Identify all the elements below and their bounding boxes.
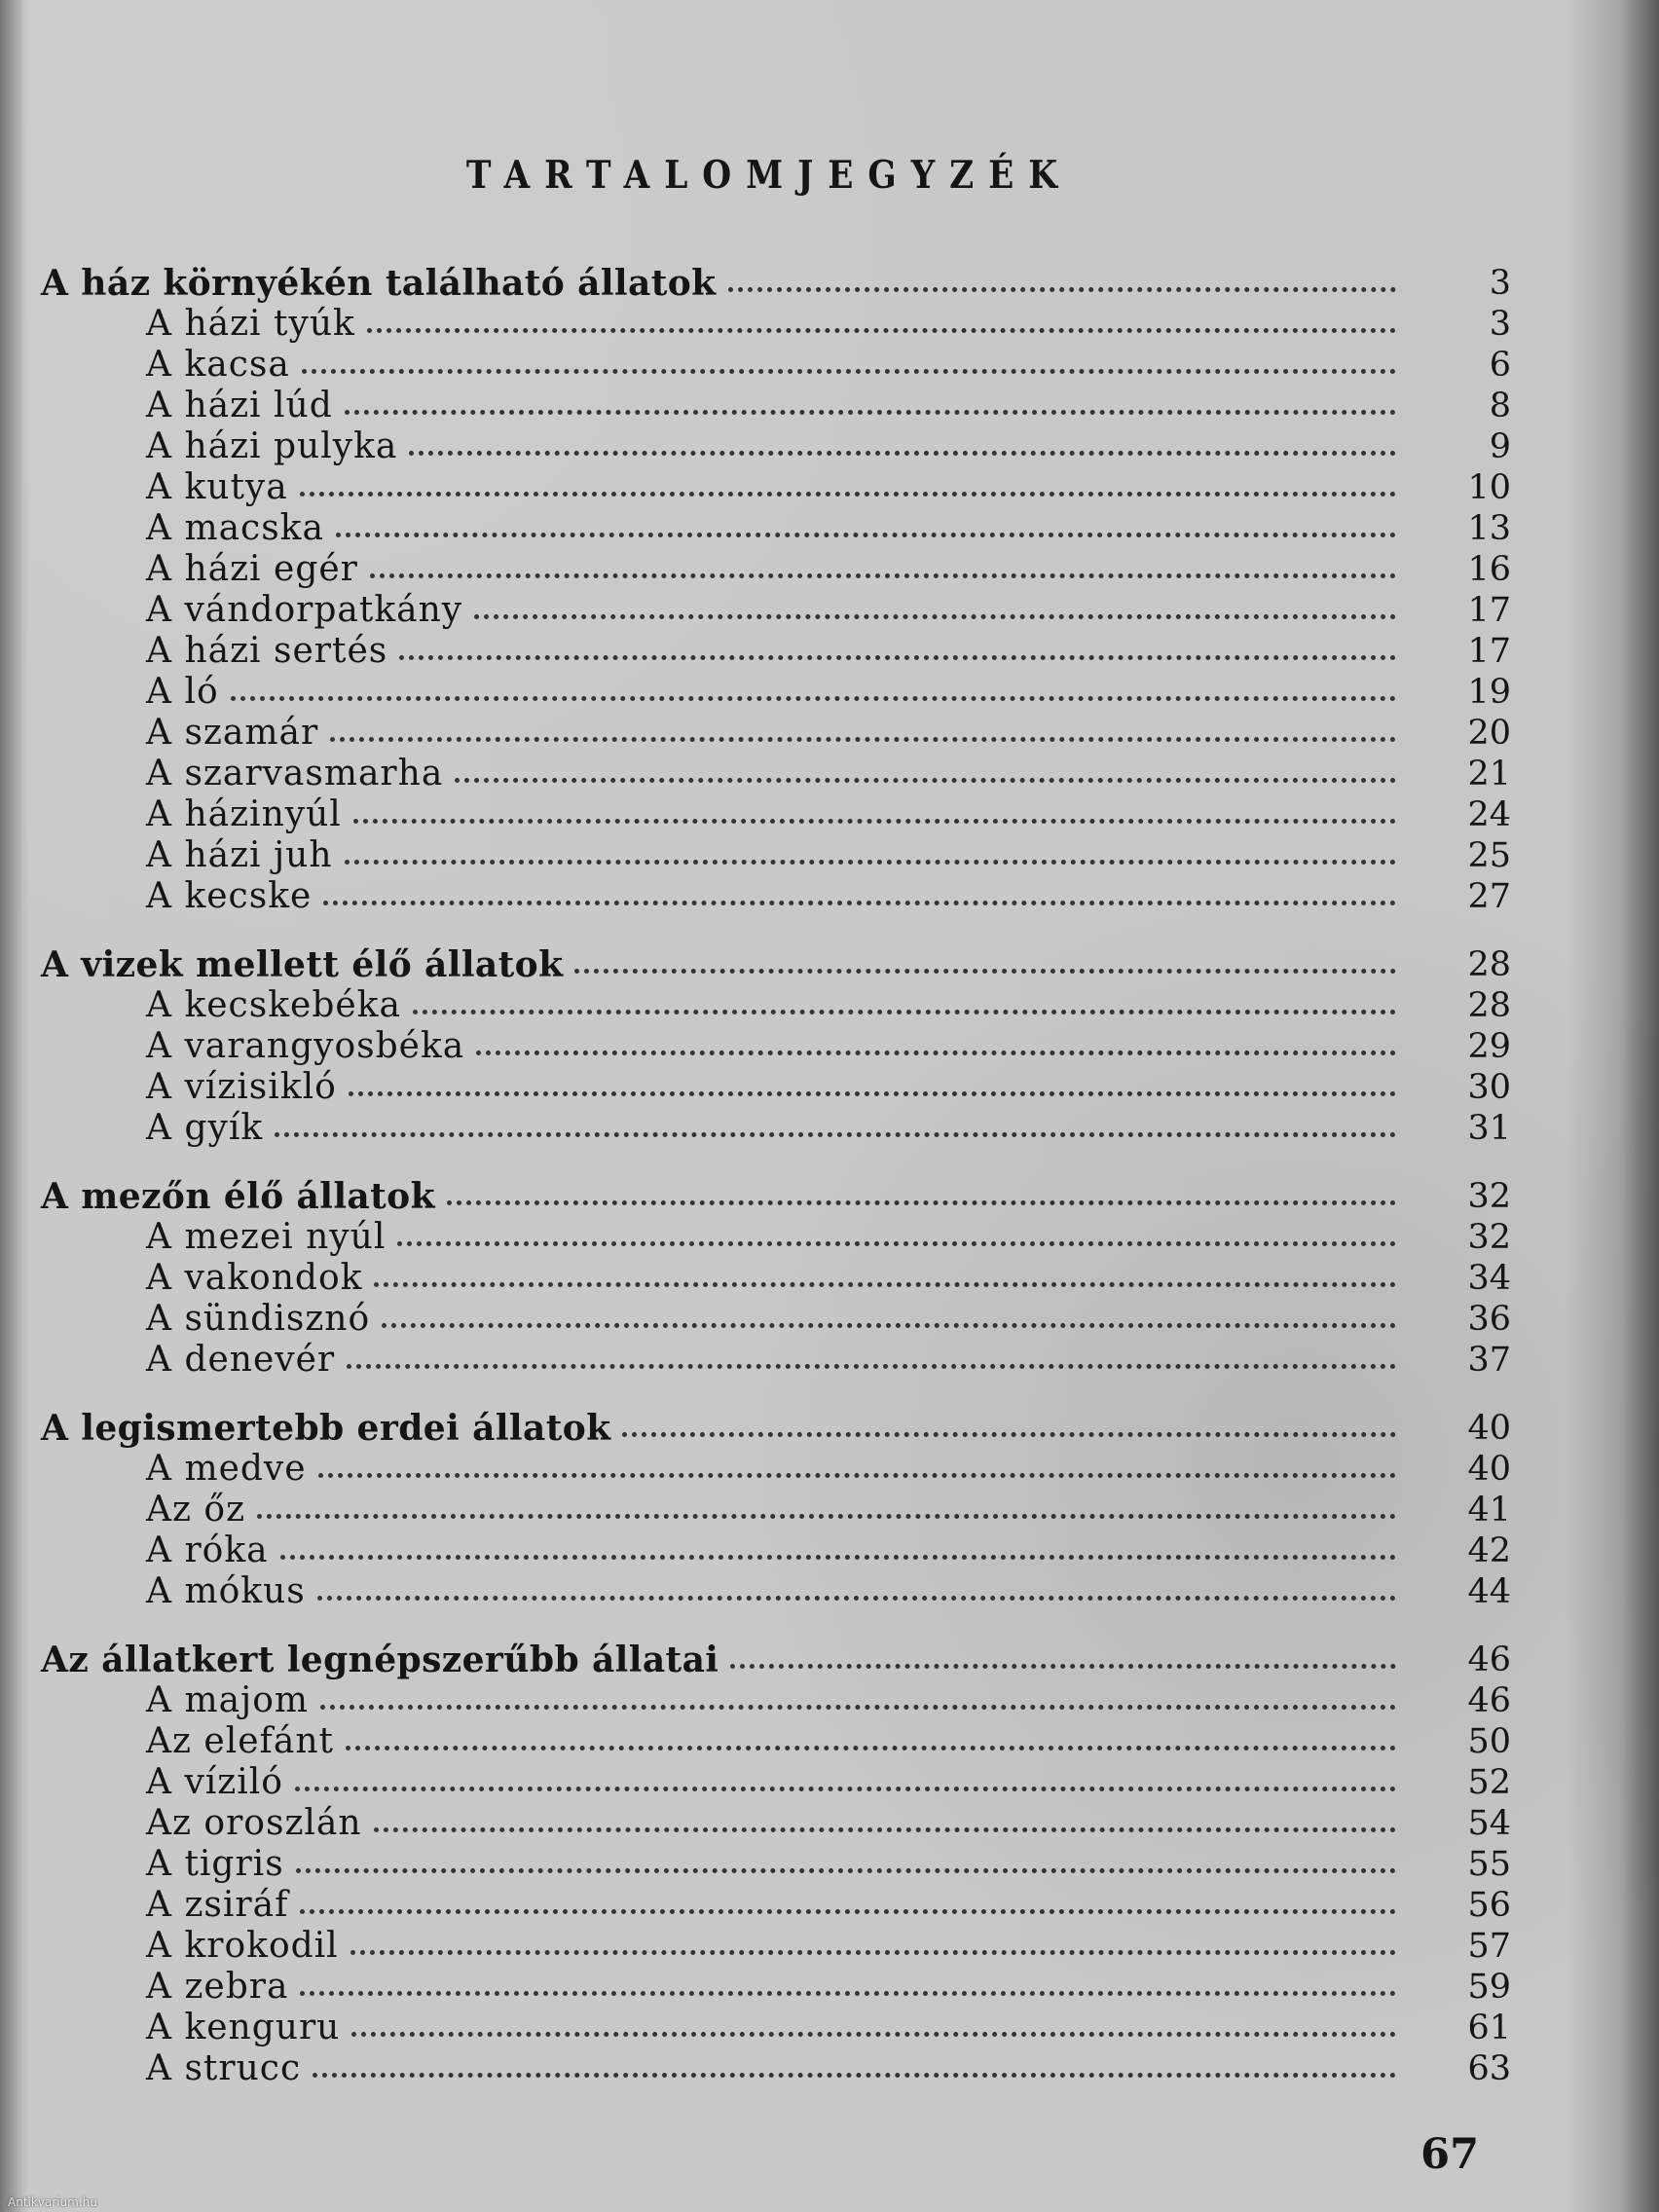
entry-title: A házi lúd	[146, 386, 333, 425]
entry-title: A vakondok	[146, 1258, 363, 1298]
dot-leader	[351, 2032, 1396, 2037]
toc-entry	[41, 2048, 1511, 2089]
toc-section-heading	[41, 1408, 1511, 1449]
entry-title: A strucc	[146, 2048, 302, 2088]
entry-title: A kecske	[146, 876, 313, 916]
entry-page-number: 44	[1467, 1572, 1511, 1611]
entry-page-number: 59	[1467, 1968, 1511, 2007]
dot-leader	[374, 1827, 1396, 1832]
entry-page-number: 54	[1467, 1804, 1511, 1843]
entry-page-number: 50	[1467, 1722, 1511, 1761]
dot-leader	[323, 901, 1396, 905]
section-title: A mezőn élő állatok	[41, 1176, 435, 1217]
section-page-number: 3	[1489, 264, 1511, 303]
toc-entry	[41, 426, 1511, 467]
toc-entry	[41, 985, 1511, 1026]
entry-title: A vándorpatkány	[146, 590, 463, 630]
dot-leader	[353, 819, 1396, 824]
toc-section-heading	[41, 263, 1511, 304]
toc-entry	[41, 1762, 1511, 1803]
entry-title: A róka	[146, 1530, 269, 1570]
section-page-number: 28	[1467, 945, 1511, 984]
dot-leader	[574, 969, 1396, 974]
toc-section-heading	[41, 1640, 1511, 1680]
dot-leader	[374, 1282, 1396, 1287]
entry-page-number: 36	[1467, 1300, 1511, 1339]
entry-page-number: 46	[1467, 1681, 1511, 1720]
dot-leader	[345, 410, 1396, 415]
dot-leader	[231, 696, 1396, 701]
entry-page-number: 41	[1467, 1491, 1511, 1530]
entry-page-number: 24	[1467, 795, 1511, 834]
dot-leader	[347, 1364, 1396, 1369]
entry-title: A zsiráf	[146, 1885, 289, 1925]
dot-leader	[300, 492, 1396, 497]
section-page-number: 46	[1467, 1641, 1511, 1679]
dot-leader	[300, 1991, 1396, 1996]
watermark: Antikvarium.hu	[8, 2195, 97, 2209]
dot-leader	[318, 1473, 1396, 1478]
entry-page-number: 30	[1467, 1068, 1511, 1107]
dot-leader	[295, 1787, 1396, 1791]
entry-title: A házi sertés	[146, 631, 388, 671]
page-number: 67	[1420, 2130, 1479, 2179]
toc-entry	[41, 1258, 1511, 1299]
section-title: A ház környékén található állatok	[41, 263, 717, 304]
section-page-number: 40	[1467, 1409, 1511, 1448]
entry-title: A varangyosbéka	[146, 1026, 465, 1066]
entry-page-number: 32	[1467, 1218, 1511, 1257]
entry-title: A házinyúl	[146, 794, 342, 834]
toc-entry	[41, 1571, 1511, 1612]
toc-entry	[41, 2008, 1511, 2048]
toc-entry	[41, 754, 1511, 794]
entry-title: A majom	[146, 1680, 310, 1720]
entry-title: Az elefánt	[146, 1721, 334, 1761]
entry-title: A zebra	[146, 1967, 289, 2007]
entry-title: A mókus	[146, 1571, 306, 1611]
entry-title: A kacsa	[146, 345, 290, 385]
entry-title: A sündisznó	[146, 1299, 371, 1339]
toc-entry	[41, 876, 1511, 917]
entry-title: A szamár	[146, 713, 319, 753]
entry-page-number: 20	[1467, 714, 1511, 753]
entry-title: A ló	[146, 672, 219, 712]
toc-entry	[41, 1217, 1511, 1258]
toc-entry	[41, 345, 1511, 386]
toc-entry	[41, 1967, 1511, 2008]
entry-page-number: 55	[1467, 1845, 1511, 1884]
toc-entry	[41, 1530, 1511, 1571]
dot-leader	[382, 1323, 1396, 1328]
entry-title: A denevér	[146, 1340, 336, 1380]
entry-page-number: 13	[1467, 509, 1511, 548]
entry-page-number: 56	[1467, 1886, 1511, 1925]
toc-entry	[41, 631, 1511, 672]
dot-leader	[474, 614, 1396, 619]
toc-entry	[41, 1490, 1511, 1530]
toc-entry	[41, 672, 1511, 713]
dot-leader	[313, 2073, 1396, 2078]
toc-section	[41, 944, 1511, 1149]
toc-section	[41, 1640, 1511, 2089]
toc-entry	[41, 1449, 1511, 1490]
dot-leader	[280, 1555, 1396, 1560]
dot-leader	[455, 778, 1396, 783]
table-of-contents	[41, 263, 1511, 2089]
dot-leader	[397, 1241, 1396, 1246]
dot-leader	[370, 573, 1396, 578]
dot-leader	[336, 533, 1396, 537]
toc-entry	[41, 1067, 1511, 1108]
entry-page-number: 28	[1467, 986, 1511, 1025]
dot-leader	[350, 1950, 1396, 1955]
entry-page-number: 42	[1467, 1531, 1511, 1570]
dot-leader	[367, 328, 1396, 333]
entry-page-number: 40	[1467, 1450, 1511, 1489]
toc-section	[41, 263, 1511, 917]
section-page-number: 32	[1467, 1177, 1511, 1216]
toc-entry	[41, 590, 1511, 631]
entry-title: A medve	[146, 1449, 307, 1489]
entry-title: A házi egér	[146, 549, 358, 589]
entry-page-number: 8	[1489, 387, 1511, 425]
dot-leader	[413, 1010, 1396, 1014]
entry-page-number: 37	[1467, 1341, 1511, 1380]
toc-entry	[41, 467, 1511, 508]
dot-leader	[257, 1514, 1396, 1519]
dot-leader	[317, 1596, 1396, 1601]
toc-entry	[41, 835, 1511, 876]
page-left-edge	[0, 0, 21, 2212]
entry-title: A házi pulyka	[146, 426, 398, 466]
toc-entry	[41, 1026, 1511, 1067]
dot-leader	[300, 1909, 1396, 1914]
toc-section	[41, 1176, 1511, 1381]
toc-entry	[41, 549, 1511, 590]
dot-leader	[349, 1091, 1396, 1096]
toc-entry	[41, 1299, 1511, 1340]
entry-page-number: 34	[1467, 1259, 1511, 1298]
page-title: TARTALOMJEGYZÉK	[465, 153, 1073, 198]
toc-entry	[41, 1885, 1511, 1926]
entry-page-number: 61	[1467, 2009, 1511, 2047]
entry-page-number: 9	[1489, 427, 1511, 466]
dot-leader	[320, 1705, 1396, 1710]
entry-title: A gyík	[146, 1108, 264, 1148]
toc-entry	[41, 1340, 1511, 1381]
entry-title: Az őz	[146, 1490, 246, 1530]
entry-title: A kenguru	[146, 2008, 341, 2047]
toc-entry	[41, 713, 1511, 754]
section-title: A vizek mellett élő állatok	[41, 944, 564, 985]
entry-title: A vízisikló	[146, 1067, 337, 1107]
dot-leader	[409, 451, 1396, 456]
entry-page-number: 57	[1467, 1927, 1511, 1966]
toc-section	[41, 1408, 1511, 1612]
entry-page-number: 17	[1467, 632, 1511, 671]
toc-section-heading	[41, 1176, 1511, 1217]
dot-leader	[346, 1746, 1396, 1751]
entry-page-number: 10	[1467, 468, 1511, 507]
entry-title: A víziló	[146, 1762, 283, 1802]
section-title: Az állatkert legnépszerűbb állatai	[41, 1640, 719, 1680]
toc-entry	[41, 1108, 1511, 1149]
toc-entry	[41, 1803, 1511, 1844]
toc-entry	[41, 794, 1511, 835]
entry-page-number: 16	[1467, 550, 1511, 589]
toc-entry	[41, 1926, 1511, 1967]
dot-leader	[275, 1132, 1396, 1137]
toc-entry	[41, 1844, 1511, 1885]
toc-section-heading	[41, 944, 1511, 985]
toc-entry	[41, 304, 1511, 345]
dot-leader	[730, 1664, 1396, 1669]
entry-title: A házi juh	[146, 835, 333, 875]
section-title: A legismertebb erdei állatok	[41, 1408, 611, 1449]
entry-page-number: 6	[1489, 346, 1511, 385]
entry-title: A kutya	[146, 467, 288, 507]
entry-page-number: 19	[1467, 673, 1511, 712]
page-right-shadow	[1622, 0, 1659, 2212]
entry-page-number: 25	[1467, 836, 1511, 875]
dot-leader	[345, 860, 1396, 865]
entry-title: A mezei nyúl	[146, 1217, 387, 1257]
entry-page-number: 27	[1467, 877, 1511, 916]
dot-leader	[296, 1868, 1396, 1873]
toc-entry	[41, 508, 1511, 549]
entry-title: A tigris	[146, 1844, 284, 1884]
entry-page-number: 63	[1467, 2049, 1511, 2088]
entry-title: A házi tyúk	[146, 304, 355, 344]
toc-entry	[41, 1680, 1511, 1721]
entry-title: A szarvasmarha	[146, 754, 444, 793]
toc-entry	[41, 386, 1511, 426]
entry-page-number: 52	[1467, 1763, 1511, 1802]
entry-page-number: 29	[1467, 1027, 1511, 1066]
dot-leader	[622, 1432, 1396, 1437]
dot-leader	[399, 655, 1396, 660]
dot-leader	[728, 287, 1396, 292]
entry-title: Az oroszlán	[146, 1803, 362, 1843]
entry-page-number: 31	[1467, 1109, 1511, 1148]
dot-leader	[330, 737, 1396, 742]
dot-leader	[447, 1200, 1396, 1205]
dot-leader	[476, 1051, 1396, 1055]
entry-title: A macska	[146, 508, 324, 548]
entry-page-number: 17	[1467, 591, 1511, 630]
toc-entry	[41, 1721, 1511, 1762]
entry-page-number: 21	[1467, 755, 1511, 793]
dot-leader	[302, 369, 1396, 374]
entry-title: A kecskebéka	[146, 985, 401, 1025]
entry-page-number: 3	[1489, 305, 1511, 344]
entry-title: A krokodil	[146, 1926, 339, 1966]
